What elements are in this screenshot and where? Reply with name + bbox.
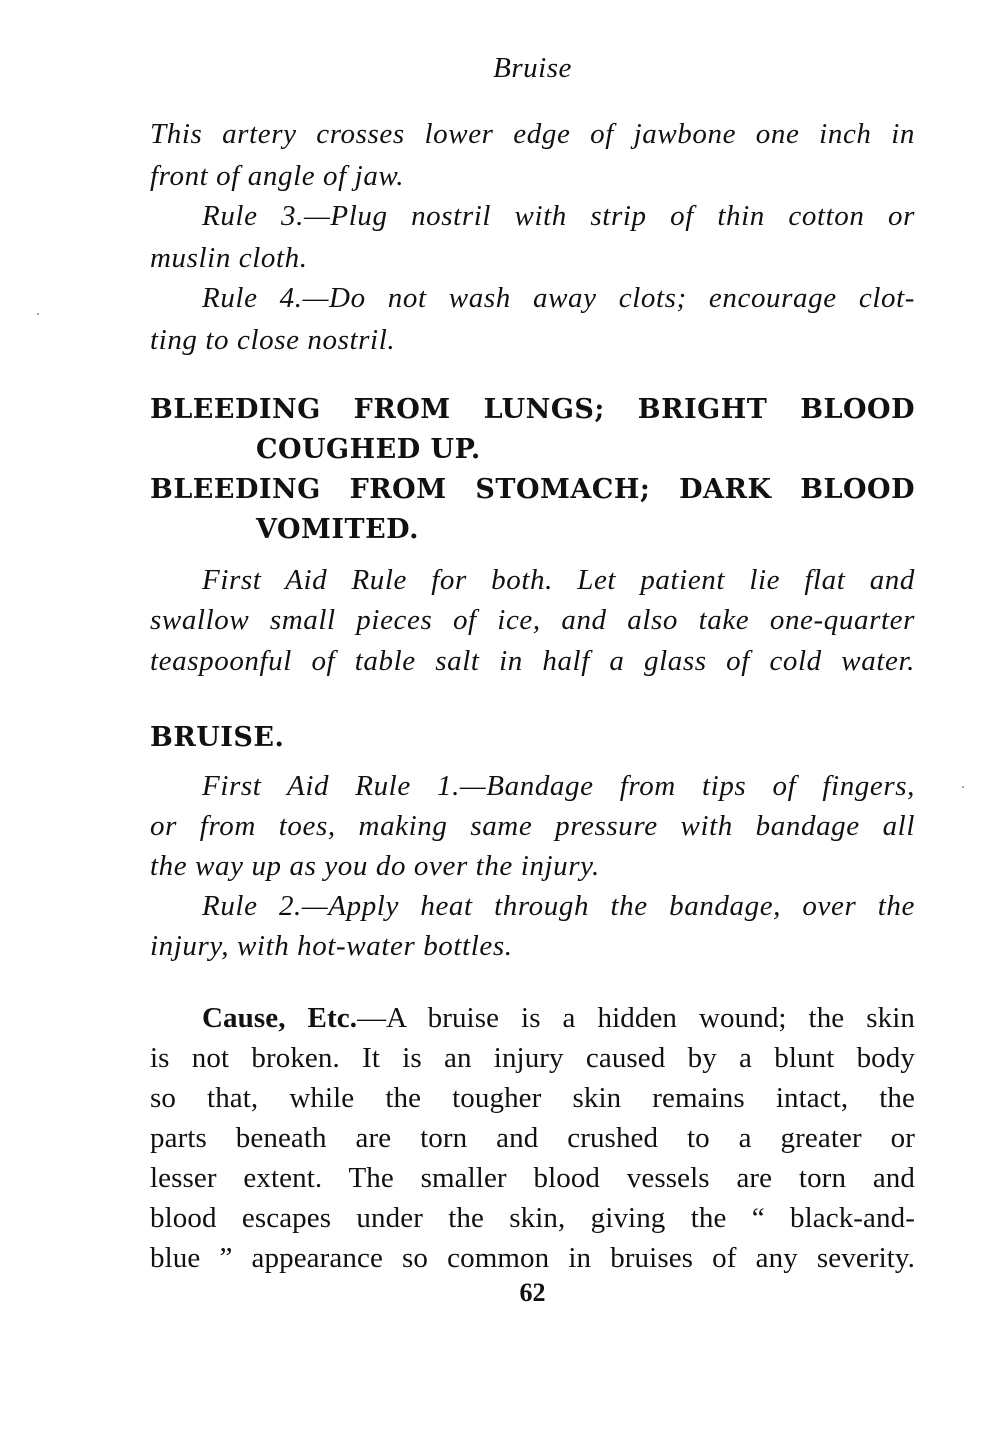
cause-line: blood escapes under the skin, giving the “ black-and- [150, 1202, 915, 1234]
bruise-rule-2-line: injury, with hot-water bottles. [150, 930, 513, 962]
section-heading-stomach: BLEEDING FROM STOMACH; DARK BLOOD [150, 474, 915, 505]
first-aid-both-line: teaspoonful of table salt in half a glass of cold water. [150, 645, 915, 677]
section-heading-lungs: BLEEDING FROM LUNGS; BRIGHT BLOOD [150, 394, 915, 425]
rule-3-line: muslin cloth. [150, 242, 308, 274]
cause-line: is not broken. It is an injury caused by a blunt body [150, 1042, 915, 1074]
bruise-rule-1-line: the way up as you do over the injury. [150, 850, 600, 882]
page-number: 62 [519, 1278, 546, 1307]
scan-speck [37, 313, 39, 315]
bruise-rule-1-line: First Aid Rule 1.—Bandage from tips of fingers, [202, 770, 915, 802]
running-head: Bruise [493, 52, 572, 84]
cause-line: blue ” appearance so common in bruises of any severity. [150, 1242, 915, 1274]
rule-3-line: Rule 3.—Plug nostril with strip of thin cotton or [202, 200, 915, 232]
bruise-rule-1-line: or from toes, making same pressure with bandage all [150, 810, 915, 842]
first-aid-both-line: swallow small pieces of ice, and also take one-quarter [150, 604, 915, 636]
first-aid-both-line: First Aid Rule for both. Let patient lie flat and [202, 564, 915, 596]
text-line: This artery crosses lower edge of jawbone one inch in [150, 118, 915, 150]
rule-4-line: ting to close nostril. [150, 324, 396, 356]
text-line: front of angle of jaw. [150, 160, 405, 192]
scan-speck [962, 786, 964, 788]
cause-first-line-text: —A bruise is a hidden wound; the skin [357, 1002, 915, 1034]
bruise-rule-2-line: Rule 2.—Apply heat through the bandage, over the [202, 890, 915, 922]
section-heading-lungs-cont: COUGHED UP. [256, 434, 481, 465]
rule-4-line: Rule 4.—Do not wash away clots; encourage clot- [202, 282, 915, 314]
cause-line: so that, while the tougher skin remains intact, the [150, 1082, 915, 1114]
cause-first-line [150, 998, 915, 1038]
cause-lead-in: Cause, Etc. [202, 1002, 358, 1034]
cause-line: parts beneath are torn and crushed to a greater or [150, 1122, 915, 1154]
section-heading-bruise: BRUISE. [150, 722, 285, 753]
section-heading-stomach-cont: VOMITED. [256, 514, 420, 545]
cause-line: lesser extent. The smaller blood vessels are torn and [150, 1162, 915, 1194]
